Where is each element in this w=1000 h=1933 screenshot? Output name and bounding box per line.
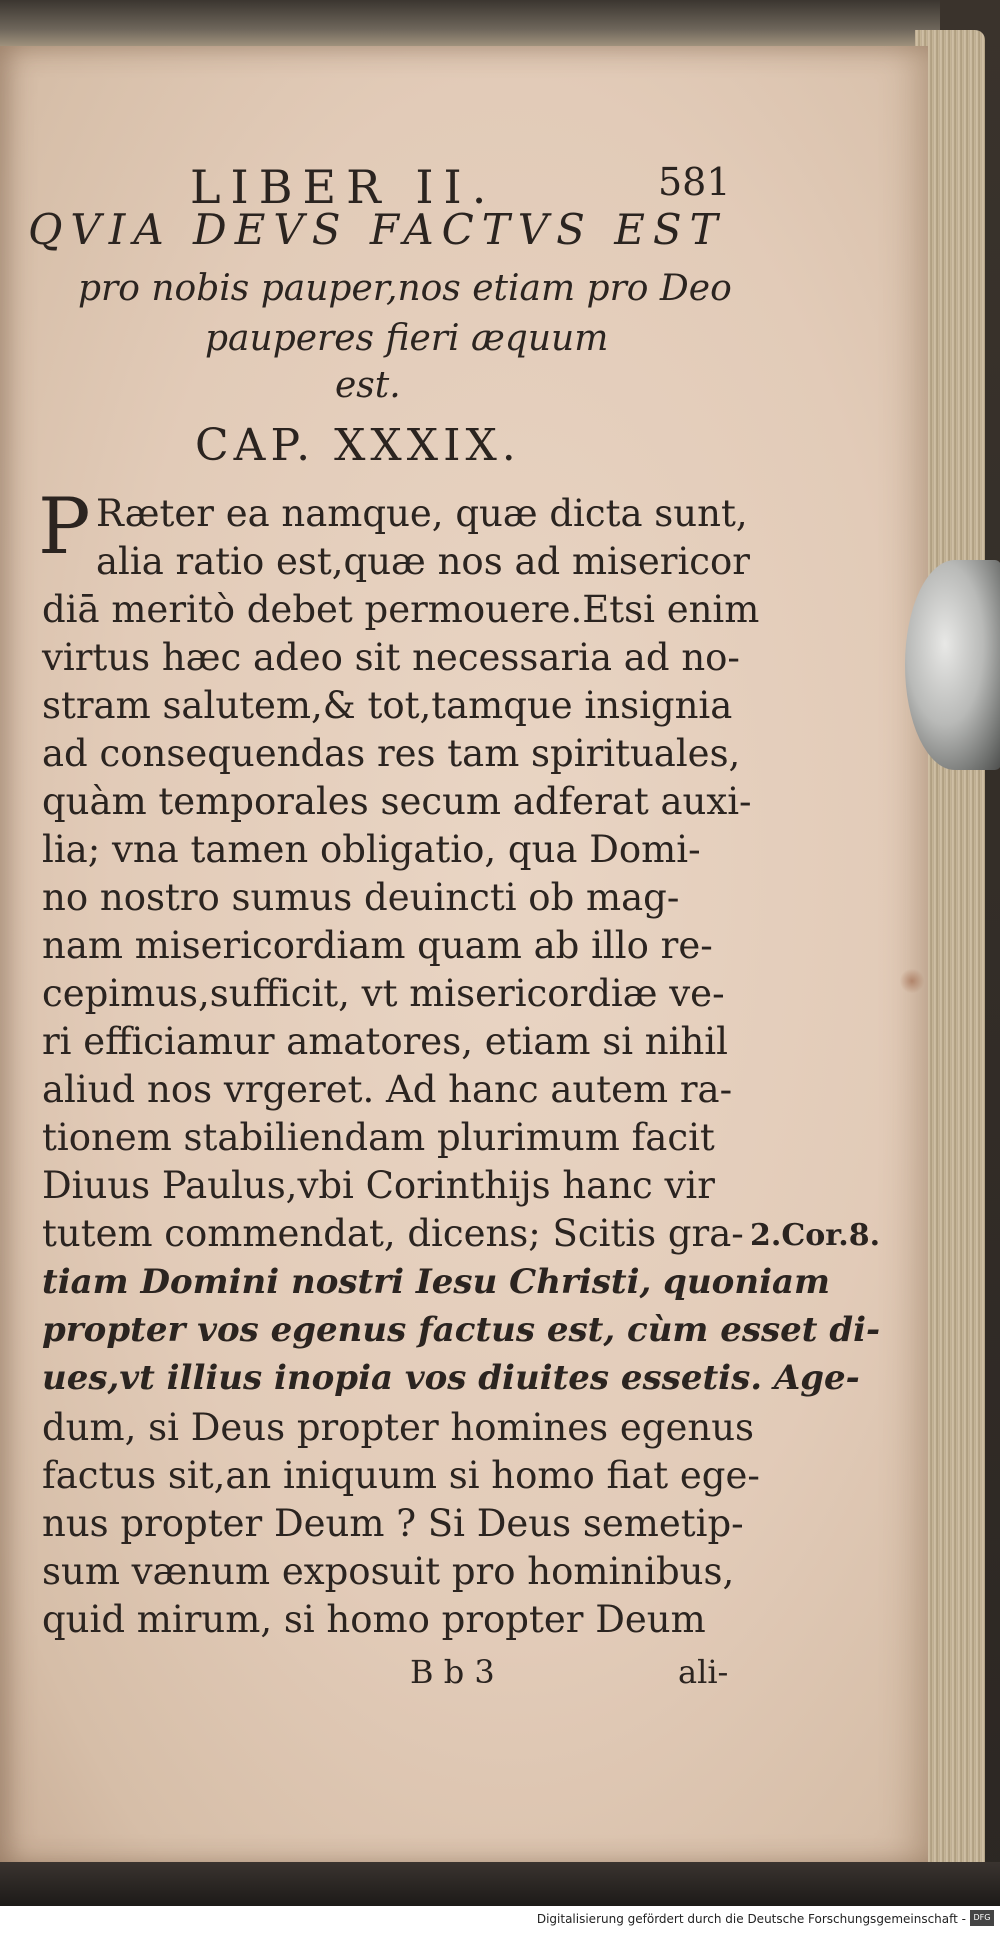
signature-mark: B b 3 — [410, 1653, 495, 1691]
body-line: alia ratio est,quæ nos ad misericor — [96, 540, 750, 583]
body-line: Ræter ea namque, quæ dicta sunt, — [96, 492, 748, 535]
marginal-note: 2.Cor.8. — [750, 1218, 881, 1253]
chapter-title-line: pro nobis pauper,nos etiam pro Deo — [78, 268, 732, 309]
chapter-title-line: pauperes fieri æquum — [205, 318, 609, 359]
catchword: ali- — [678, 1653, 729, 1691]
body-line: dum, si Deus propter homines egenus — [42, 1406, 755, 1449]
body-line: nam misericordiam quam ab illo re- — [42, 924, 713, 967]
body-line-italic: propter vos egenus factus est, cùm esset di- — [42, 1310, 881, 1350]
body-line: no nostro sumus deuincti ob mag- — [42, 876, 680, 919]
bottom-shadow — [0, 1862, 1000, 1906]
page-clip — [905, 560, 1000, 770]
body-line: factus sit,an iniquum si homo fiat ege- — [42, 1454, 760, 1497]
digitization-credit: Digitalisierung gefördert durch die Deutsche Forschungsgemeinschaft - — [536, 1912, 966, 1926]
body-line: ad consequendas res tam spirituales, — [42, 732, 741, 775]
page-number: 581 — [658, 160, 731, 204]
body-line: virtus hæc adeo sit necessaria ad no- — [42, 636, 740, 679]
chapter-title-line: est. — [335, 365, 401, 406]
body-line: nus propter Deum ? Si Deus semetip- — [42, 1502, 744, 1545]
body-line: tionem stabiliendam plurimum facit — [42, 1116, 715, 1159]
chapter-heading: CAP. XXXIX. — [195, 420, 521, 471]
body-line-italic: ues,vt illius inopia vos diuites essetis. Age- — [42, 1358, 860, 1398]
body-line: diā meritò debet permouere.Etsi enim — [42, 588, 760, 631]
dfg-logo: DFG — [970, 1910, 994, 1926]
body-line: ri efficiamur amatores, etiam si nihil — [42, 1020, 728, 1063]
drop-cap: P — [38, 482, 91, 572]
body-line: quid mirum, si homo propter Deum — [42, 1598, 706, 1641]
book-top-edge — [0, 0, 940, 48]
body-line: aliud nos vrgeret. Ad hanc autem ra- — [42, 1068, 733, 1111]
body-line: lia; vna tamen obligatio, qua Domi- — [42, 828, 701, 871]
body-line: quàm temporales secum adferat auxi- — [42, 780, 752, 823]
body-line: Diuus Paulus,vbi Corinthijs hanc vir — [42, 1164, 715, 1207]
body-line: cepimus,sufficit, vt misericordiæ ve- — [42, 972, 725, 1015]
ink-stain — [900, 968, 924, 994]
body-line: stram salutem,& tot,tamque insignia — [42, 684, 733, 727]
chapter-title-line: QVIA DEVS FACTVS EST — [28, 205, 726, 254]
body-line-italic: tiam Domini nostri Iesu Christi, quoniam — [42, 1262, 830, 1302]
body-line: tutem commendat, dicens; Scitis gra- — [42, 1212, 744, 1255]
body-line: sum vænum exposuit pro hominibus, — [42, 1550, 735, 1593]
running-head: LIBER II. — [190, 160, 497, 214]
